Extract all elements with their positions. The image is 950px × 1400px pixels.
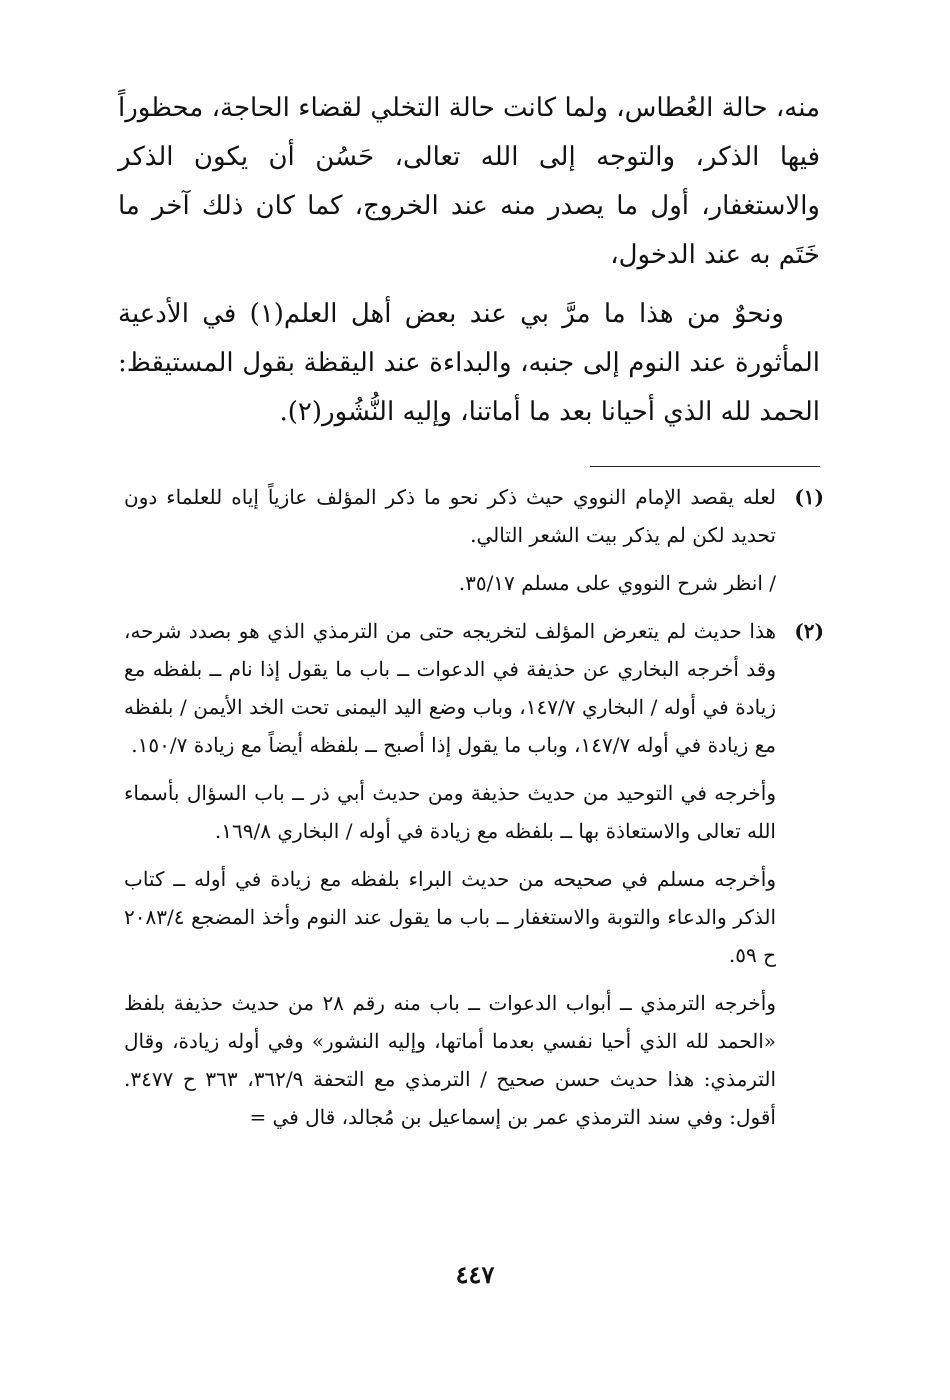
footnote-paragraph: وأخرجه الترمذي ــ أبواب الدعوات ــ باب منه رقم ٢٨ من حديث حذيفة بلفظ «الحمد لله الذي أحيا نفسي بعدما أماتها، وإليه النشور» وفي أوله زيادة، وقال الترمذي: هذا حديث حسن صحيح / الترمذي مع التحفة ٣٦٢/٩، ٣٦٣ ح ٣٤٧٧. أقول: وفي سند الترمذي عمر بن إسماعيل بن مُجالد، قال في = — [124, 991, 777, 1129]
main-paragraph-1: منه، حالة العُطاس، ولما كانت حالة التخلي لقضاء الحاجة، محظوراً فيها الذكر، والتوجه إلى الله تعالى، حَسُن أن يكون الذكر والاستغفار، أول ما يصدر منه عند الخروج، كما كان ذلك آخر ما خَتَم به عند الدخول، — [118, 93, 820, 270]
page-number: ٤٤٧ — [455, 1260, 495, 1289]
footnote-2 — [124, 612, 824, 1136]
footnote-separator — [590, 466, 820, 467]
main-text — [118, 84, 820, 437]
footnote-1 — [124, 478, 824, 602]
main-paragraph-2: ونحوٌ من هذا ما مرَّ بي عند بعض أهل العلم(١) في الأدعية المأثورة عند النوم إلى جنبه، والبداءة عند اليقظة بقول المستيقظ: الحمد لله الذي أحيانا بعد ما أماتنا، وإليه النُّشُور(٢). — [118, 299, 820, 427]
footnotes — [124, 478, 824, 1136]
footnote-paragraph: وأخرجه في التوحيد من حديث حذيفة ومن حديث أبي ذر ــ باب السؤال بأسماء الله تعالى والاستعاذة بها ــ بلفظه مع زيادة في أوله / البخاري ١٦٩/٨. — [124, 781, 776, 843]
footnote-number: (١) — [794, 485, 824, 509]
footnote-paragraph: لعله يقصد الإمام النووي حيث ذكر نحو ما ذكر المؤلف عازياً إياه للعلماء دون تحديد لكن لم يذكر بيت الشعر التالي. — [124, 485, 776, 547]
footnote-paragraph: هذا حديث لم يتعرض المؤلف لتخريجه حتى من الترمذي الذي هو بصدد شرحه، وقد أخرجه البخاري عن حذيفة في الدعوات ــ باب ما يقول إذا نام ــ بلفظه مع زيادة في أوله / البخاري ١٤٧/٧، وباب وضع اليد اليمنى تحت الخد الأيمن / بلفظه مع زيادة في أوله ١٤٧/٧، وباب ما يقول إذا أصبح ــ بلفظه أيضاً مع زيادة ١٥٠/٧. — [124, 619, 777, 757]
footnote-number: (٢) — [794, 619, 824, 643]
footnote-paragraph: / انظر شرح النووي على مسلم ٣٥/١٧. — [458, 571, 776, 595]
footnote-paragraph: وأخرجه مسلم في صحيحه من حديث البراء بلفظه مع زيادة في أوله ــ كتاب الذكر والدعاء والتوبة والاستغفار ــ باب ما يقول عند النوم وأخذ المضجع ٢٠٨٣/٤ ح ٥٩. — [124, 867, 776, 967]
